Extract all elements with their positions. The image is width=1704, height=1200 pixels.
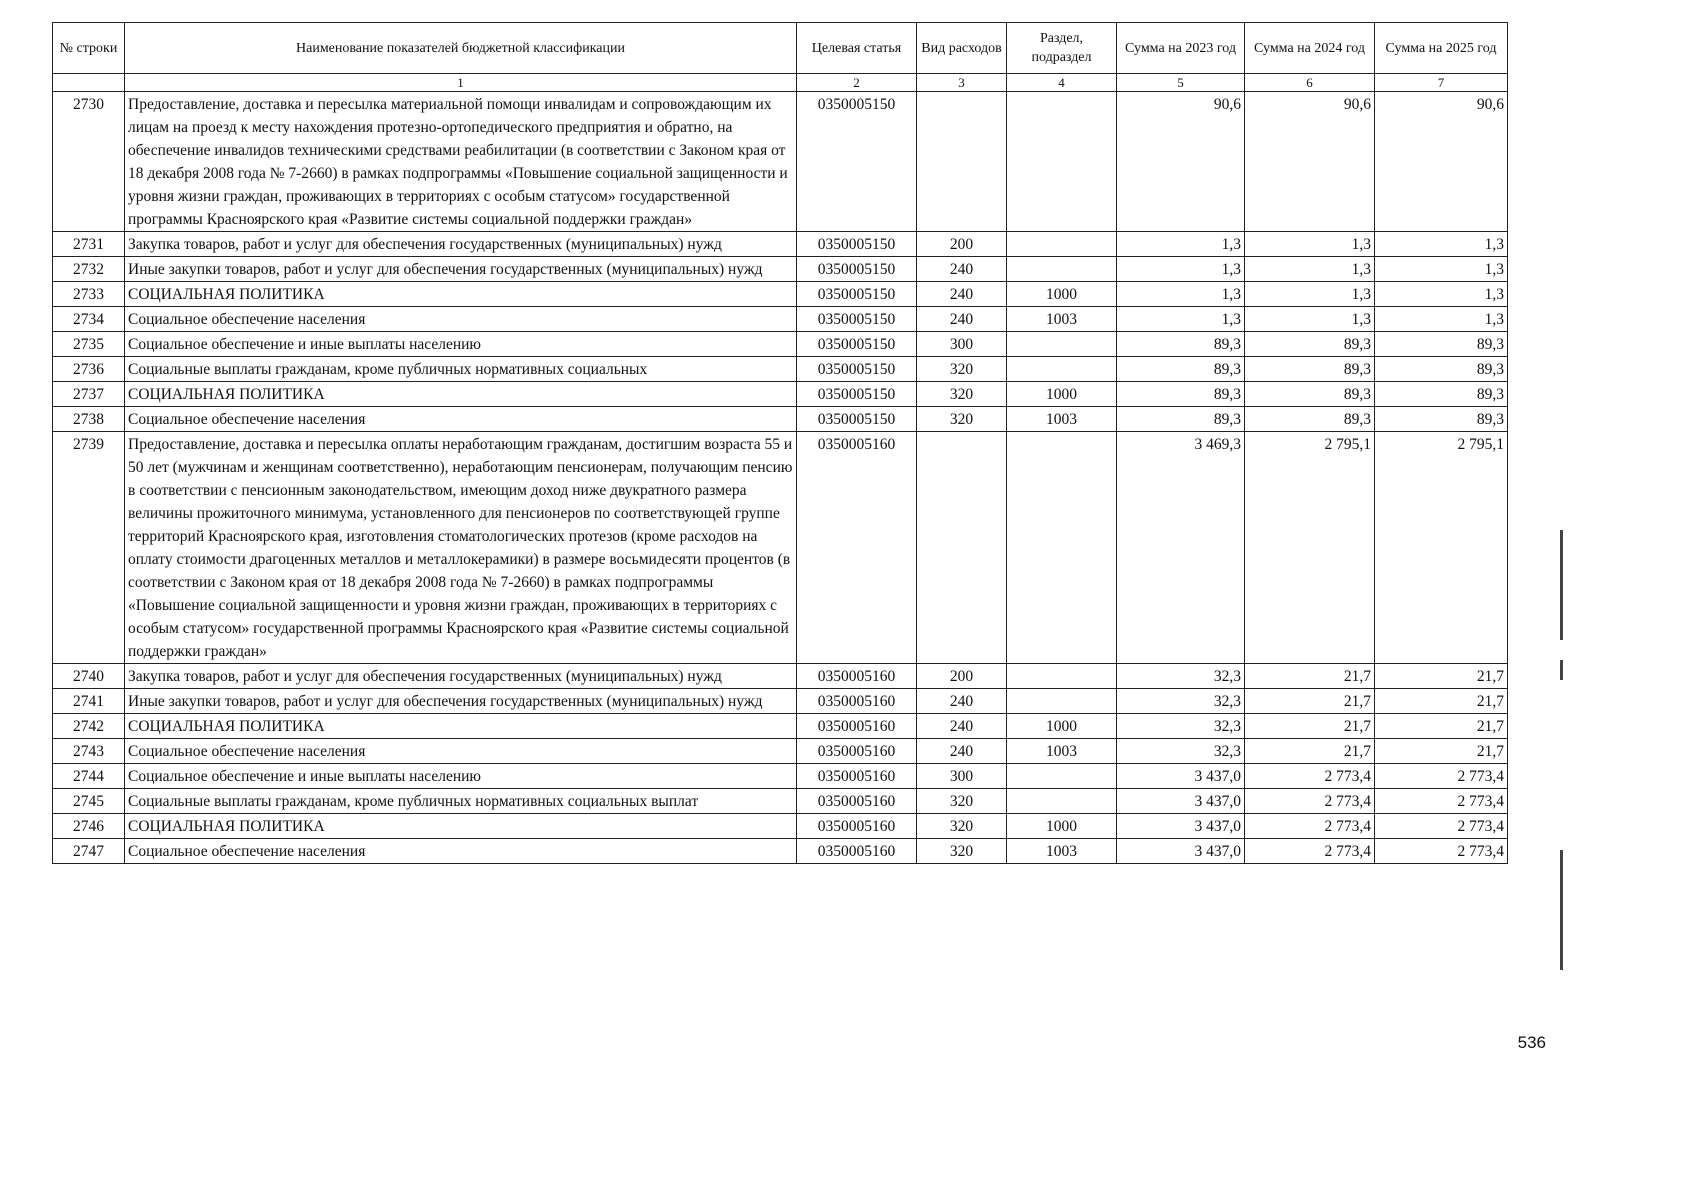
row-sum-2025: 1,3 (1375, 232, 1508, 257)
row-name: СОЦИАЛЬНАЯ ПОЛИТИКА (125, 382, 797, 407)
row-razdel (1007, 432, 1117, 664)
row-number: 2734 (53, 307, 125, 332)
row-razdel (1007, 92, 1117, 232)
row-vid: 240 (917, 689, 1007, 714)
table-row (53, 407, 1508, 432)
row-sum-2023: 3 437,0 (1117, 789, 1245, 814)
row-vid (917, 432, 1007, 664)
row-sum-2023: 90,6 (1117, 92, 1245, 232)
row-target: 0350005150 (797, 92, 917, 232)
row-sum-2023: 32,3 (1117, 739, 1245, 764)
row-vid: 240 (917, 257, 1007, 282)
row-sum-2024: 89,3 (1245, 407, 1375, 432)
row-sum-2025: 2 773,4 (1375, 764, 1508, 789)
row-razdel (1007, 689, 1117, 714)
row-sum-2023: 89,3 (1117, 332, 1245, 357)
row-sum-2024: 1,3 (1245, 282, 1375, 307)
row-sum-2025: 2 773,4 (1375, 814, 1508, 839)
row-number: 2732 (53, 257, 125, 282)
row-sum-2023: 32,3 (1117, 714, 1245, 739)
header-name: Наименование показателей бюджетной классификации (125, 23, 797, 74)
row-target: 0350005160 (797, 839, 917, 864)
budget-table (52, 22, 1508, 864)
row-sum-2023: 1,3 (1117, 282, 1245, 307)
row-sum-2024: 21,7 (1245, 664, 1375, 689)
row-sum-2023: 3 437,0 (1117, 764, 1245, 789)
row-razdel (1007, 789, 1117, 814)
row-name: Социальное обеспечение населения (125, 739, 797, 764)
row-vid: 320 (917, 382, 1007, 407)
table-row (53, 232, 1508, 257)
header-sum-2025: Сумма на 2025 год (1375, 23, 1508, 74)
row-sum-2023: 1,3 (1117, 307, 1245, 332)
column-number: 4 (1007, 74, 1117, 92)
row-sum-2025: 89,3 (1375, 357, 1508, 382)
table-row (53, 839, 1508, 864)
row-vid: 300 (917, 332, 1007, 357)
row-razdel: 1003 (1007, 307, 1117, 332)
row-sum-2025: 2 773,4 (1375, 789, 1508, 814)
table-row (53, 714, 1508, 739)
table-row (53, 382, 1508, 407)
row-vid: 240 (917, 282, 1007, 307)
table-row (53, 357, 1508, 382)
row-razdel: 1003 (1007, 739, 1117, 764)
scan-edge-mark (1560, 660, 1563, 680)
row-number: 2741 (53, 689, 125, 714)
row-name: Социальные выплаты гражданам, кроме публичных нормативных социальных (125, 357, 797, 382)
row-sum-2024: 1,3 (1245, 257, 1375, 282)
header-sum-2024: Сумма на 2024 год (1245, 23, 1375, 74)
row-sum-2025: 90,6 (1375, 92, 1508, 232)
column-number: 5 (1117, 74, 1245, 92)
row-name: СОЦИАЛЬНАЯ ПОЛИТИКА (125, 814, 797, 839)
row-sum-2023: 3 437,0 (1117, 839, 1245, 864)
row-sum-2023: 3 469,3 (1117, 432, 1245, 664)
row-razdel (1007, 764, 1117, 789)
row-sum-2024: 1,3 (1245, 232, 1375, 257)
row-number: 2742 (53, 714, 125, 739)
table-row (53, 689, 1508, 714)
table-row (53, 257, 1508, 282)
row-target: 0350005150 (797, 407, 917, 432)
row-name: Социальное обеспечение и иные выплаты населению (125, 764, 797, 789)
row-sum-2024: 89,3 (1245, 332, 1375, 357)
row-number: 2730 (53, 92, 125, 232)
row-name: Предоставление, доставка и пересылка оплаты неработающим гражданам, достигшим возраста 55 и 50 лет (мужчинам и женщинам соответственно), неработающим пенсионерам, получающим пенсию в соответствии с пенсионным законодательством, имеющим доход ниже двукратного размера величины прожиточного минимума, установленного для пенсионеров по соответствующей группе территорий Красноярского края, изготовления стоматологических протезов (кроме расходов на оплату стоимости драгоценных металлов и металлокерамики) в размере восьмидесяти процентов (в соответствии с Законом края от 18 декабря 2008 года № 7-2660) в рамках подпрограммы «Повышение социальной защищенности и уровня жизни граждан, проживающих в территориях с особым статусом» государственной программы Красноярского края «Развитие системы социальной поддержки граждан» (125, 432, 797, 664)
row-sum-2023: 89,3 (1117, 357, 1245, 382)
row-sum-2025: 2 795,1 (1375, 432, 1508, 664)
row-sum-2023: 32,3 (1117, 689, 1245, 714)
table-row (53, 814, 1508, 839)
row-name: Предоставление, доставка и пересылка материальной помощи инвалидам и сопровождающим их лицам на проезд к месту нахождения протезно-ортопедического предприятия и обратно, на обеспечение инвалидов техническими средствами реабилитации (в соответствии с Законом края от 18 декабря 2008 года № 7-2660) в рамках подпрограммы «Повышение социальной защищенности и уровня жизни граждан, проживающих в территориях с особым статусом» государственной программы Красноярского края «Развитие системы социальной поддержки граждан» (125, 92, 797, 232)
row-razdel (1007, 232, 1117, 257)
row-vid: 320 (917, 407, 1007, 432)
row-razdel: 1000 (1007, 382, 1117, 407)
row-target: 0350005160 (797, 764, 917, 789)
row-target: 0350005160 (797, 689, 917, 714)
row-vid: 320 (917, 839, 1007, 864)
row-vid: 320 (917, 814, 1007, 839)
row-sum-2025: 89,3 (1375, 382, 1508, 407)
row-razdel (1007, 664, 1117, 689)
row-vid: 200 (917, 664, 1007, 689)
row-sum-2024: 2 773,4 (1245, 789, 1375, 814)
row-sum-2025: 89,3 (1375, 332, 1508, 357)
table-row (53, 764, 1508, 789)
row-razdel: 1000 (1007, 282, 1117, 307)
row-vid: 240 (917, 739, 1007, 764)
row-sum-2024: 21,7 (1245, 689, 1375, 714)
row-vid: 320 (917, 789, 1007, 814)
row-number: 2736 (53, 357, 125, 382)
row-name: СОЦИАЛЬНАЯ ПОЛИТИКА (125, 282, 797, 307)
row-target: 0350005150 (797, 307, 917, 332)
row-number: 2743 (53, 739, 125, 764)
row-sum-2024: 21,7 (1245, 714, 1375, 739)
table-row (53, 739, 1508, 764)
header-row (53, 23, 1508, 74)
row-sum-2023: 89,3 (1117, 407, 1245, 432)
header-sum-2023: Сумма на 2023 год (1117, 23, 1245, 74)
column-number: 1 (125, 74, 797, 92)
row-sum-2025: 1,3 (1375, 257, 1508, 282)
row-sum-2024: 1,3 (1245, 307, 1375, 332)
table-row (53, 332, 1508, 357)
scan-edge-mark (1560, 850, 1563, 970)
row-target: 0350005160 (797, 664, 917, 689)
row-number: 2740 (53, 664, 125, 689)
row-razdel: 1000 (1007, 714, 1117, 739)
row-number: 2733 (53, 282, 125, 307)
row-sum-2023: 89,3 (1117, 382, 1245, 407)
table-row (53, 432, 1508, 664)
row-razdel (1007, 357, 1117, 382)
row-razdel: 1000 (1007, 814, 1117, 839)
row-sum-2025: 89,3 (1375, 407, 1508, 432)
row-number: 2744 (53, 764, 125, 789)
scan-edge-mark (1560, 530, 1563, 640)
row-sum-2023: 1,3 (1117, 232, 1245, 257)
row-razdel: 1003 (1007, 407, 1117, 432)
table-row (53, 282, 1508, 307)
row-target: 0350005150 (797, 282, 917, 307)
table-body (53, 92, 1508, 864)
row-sum-2025: 21,7 (1375, 739, 1508, 764)
row-target: 0350005150 (797, 357, 917, 382)
row-sum-2024: 2 773,4 (1245, 764, 1375, 789)
row-name: Иные закупки товаров, работ и услуг для обеспечения государственных (муниципальных) нужд (125, 689, 797, 714)
row-number: 2731 (53, 232, 125, 257)
row-target: 0350005160 (797, 789, 917, 814)
row-vid: 320 (917, 357, 1007, 382)
row-sum-2024: 89,3 (1245, 357, 1375, 382)
row-number: 2739 (53, 432, 125, 664)
row-sum-2025: 21,7 (1375, 689, 1508, 714)
table-row (53, 664, 1508, 689)
row-razdel: 1003 (1007, 839, 1117, 864)
column-number: 3 (917, 74, 1007, 92)
row-name: СОЦИАЛЬНАЯ ПОЛИТИКА (125, 714, 797, 739)
row-name: Закупка товаров, работ и услуг для обеспечения государственных (муниципальных) нужд (125, 232, 797, 257)
row-target: 0350005150 (797, 232, 917, 257)
row-sum-2023: 1,3 (1117, 257, 1245, 282)
row-target: 0350005160 (797, 739, 917, 764)
row-sum-2025: 1,3 (1375, 307, 1508, 332)
table-row (53, 92, 1508, 232)
row-vid: 300 (917, 764, 1007, 789)
row-target: 0350005160 (797, 432, 917, 664)
row-razdel (1007, 257, 1117, 282)
column-number (53, 74, 125, 92)
column-number-row (53, 74, 1508, 92)
row-vid: 240 (917, 307, 1007, 332)
row-name: Закупка товаров, работ и услуг для обеспечения государственных (муниципальных) нужд (125, 664, 797, 689)
row-target: 0350005150 (797, 257, 917, 282)
row-number: 2746 (53, 814, 125, 839)
row-sum-2025: 21,7 (1375, 714, 1508, 739)
row-name: Социальное обеспечение и иные выплаты населению (125, 332, 797, 357)
header-razdel: Раздел, подраздел (1007, 23, 1117, 74)
row-vid (917, 92, 1007, 232)
row-number: 2745 (53, 789, 125, 814)
column-number: 2 (797, 74, 917, 92)
row-number: 2735 (53, 332, 125, 357)
row-sum-2024: 90,6 (1245, 92, 1375, 232)
column-number: 6 (1245, 74, 1375, 92)
row-sum-2024: 89,3 (1245, 382, 1375, 407)
row-number: 2738 (53, 407, 125, 432)
row-vid: 200 (917, 232, 1007, 257)
row-sum-2023: 3 437,0 (1117, 814, 1245, 839)
table-row (53, 307, 1508, 332)
row-target: 0350005160 (797, 714, 917, 739)
row-sum-2023: 32,3 (1117, 664, 1245, 689)
row-razdel (1007, 332, 1117, 357)
row-name: Социальное обеспечение населения (125, 307, 797, 332)
row-sum-2024: 21,7 (1245, 739, 1375, 764)
row-sum-2024: 2 773,4 (1245, 814, 1375, 839)
row-number: 2747 (53, 839, 125, 864)
row-target: 0350005150 (797, 382, 917, 407)
row-sum-2025: 2 773,4 (1375, 839, 1508, 864)
row-sum-2025: 1,3 (1375, 282, 1508, 307)
row-name: Социальное обеспечение населения (125, 839, 797, 864)
row-vid: 240 (917, 714, 1007, 739)
header-vid: Вид расходов (917, 23, 1007, 74)
row-name: Социальное обеспечение населения (125, 407, 797, 432)
header-row-no: № строки (53, 23, 125, 74)
column-number: 7 (1375, 74, 1508, 92)
row-sum-2024: 2 773,4 (1245, 839, 1375, 864)
row-target: 0350005160 (797, 814, 917, 839)
header-target: Целевая статья (797, 23, 917, 74)
row-number: 2737 (53, 382, 125, 407)
row-sum-2025: 21,7 (1375, 664, 1508, 689)
page-number: 536 (1517, 1033, 1546, 1052)
row-name: Социальные выплаты гражданам, кроме публичных нормативных социальных выплат (125, 789, 797, 814)
row-sum-2024: 2 795,1 (1245, 432, 1375, 664)
table-row (53, 789, 1508, 814)
row-target: 0350005150 (797, 332, 917, 357)
row-name: Иные закупки товаров, работ и услуг для обеспечения государственных (муниципальных) нужд (125, 257, 797, 282)
